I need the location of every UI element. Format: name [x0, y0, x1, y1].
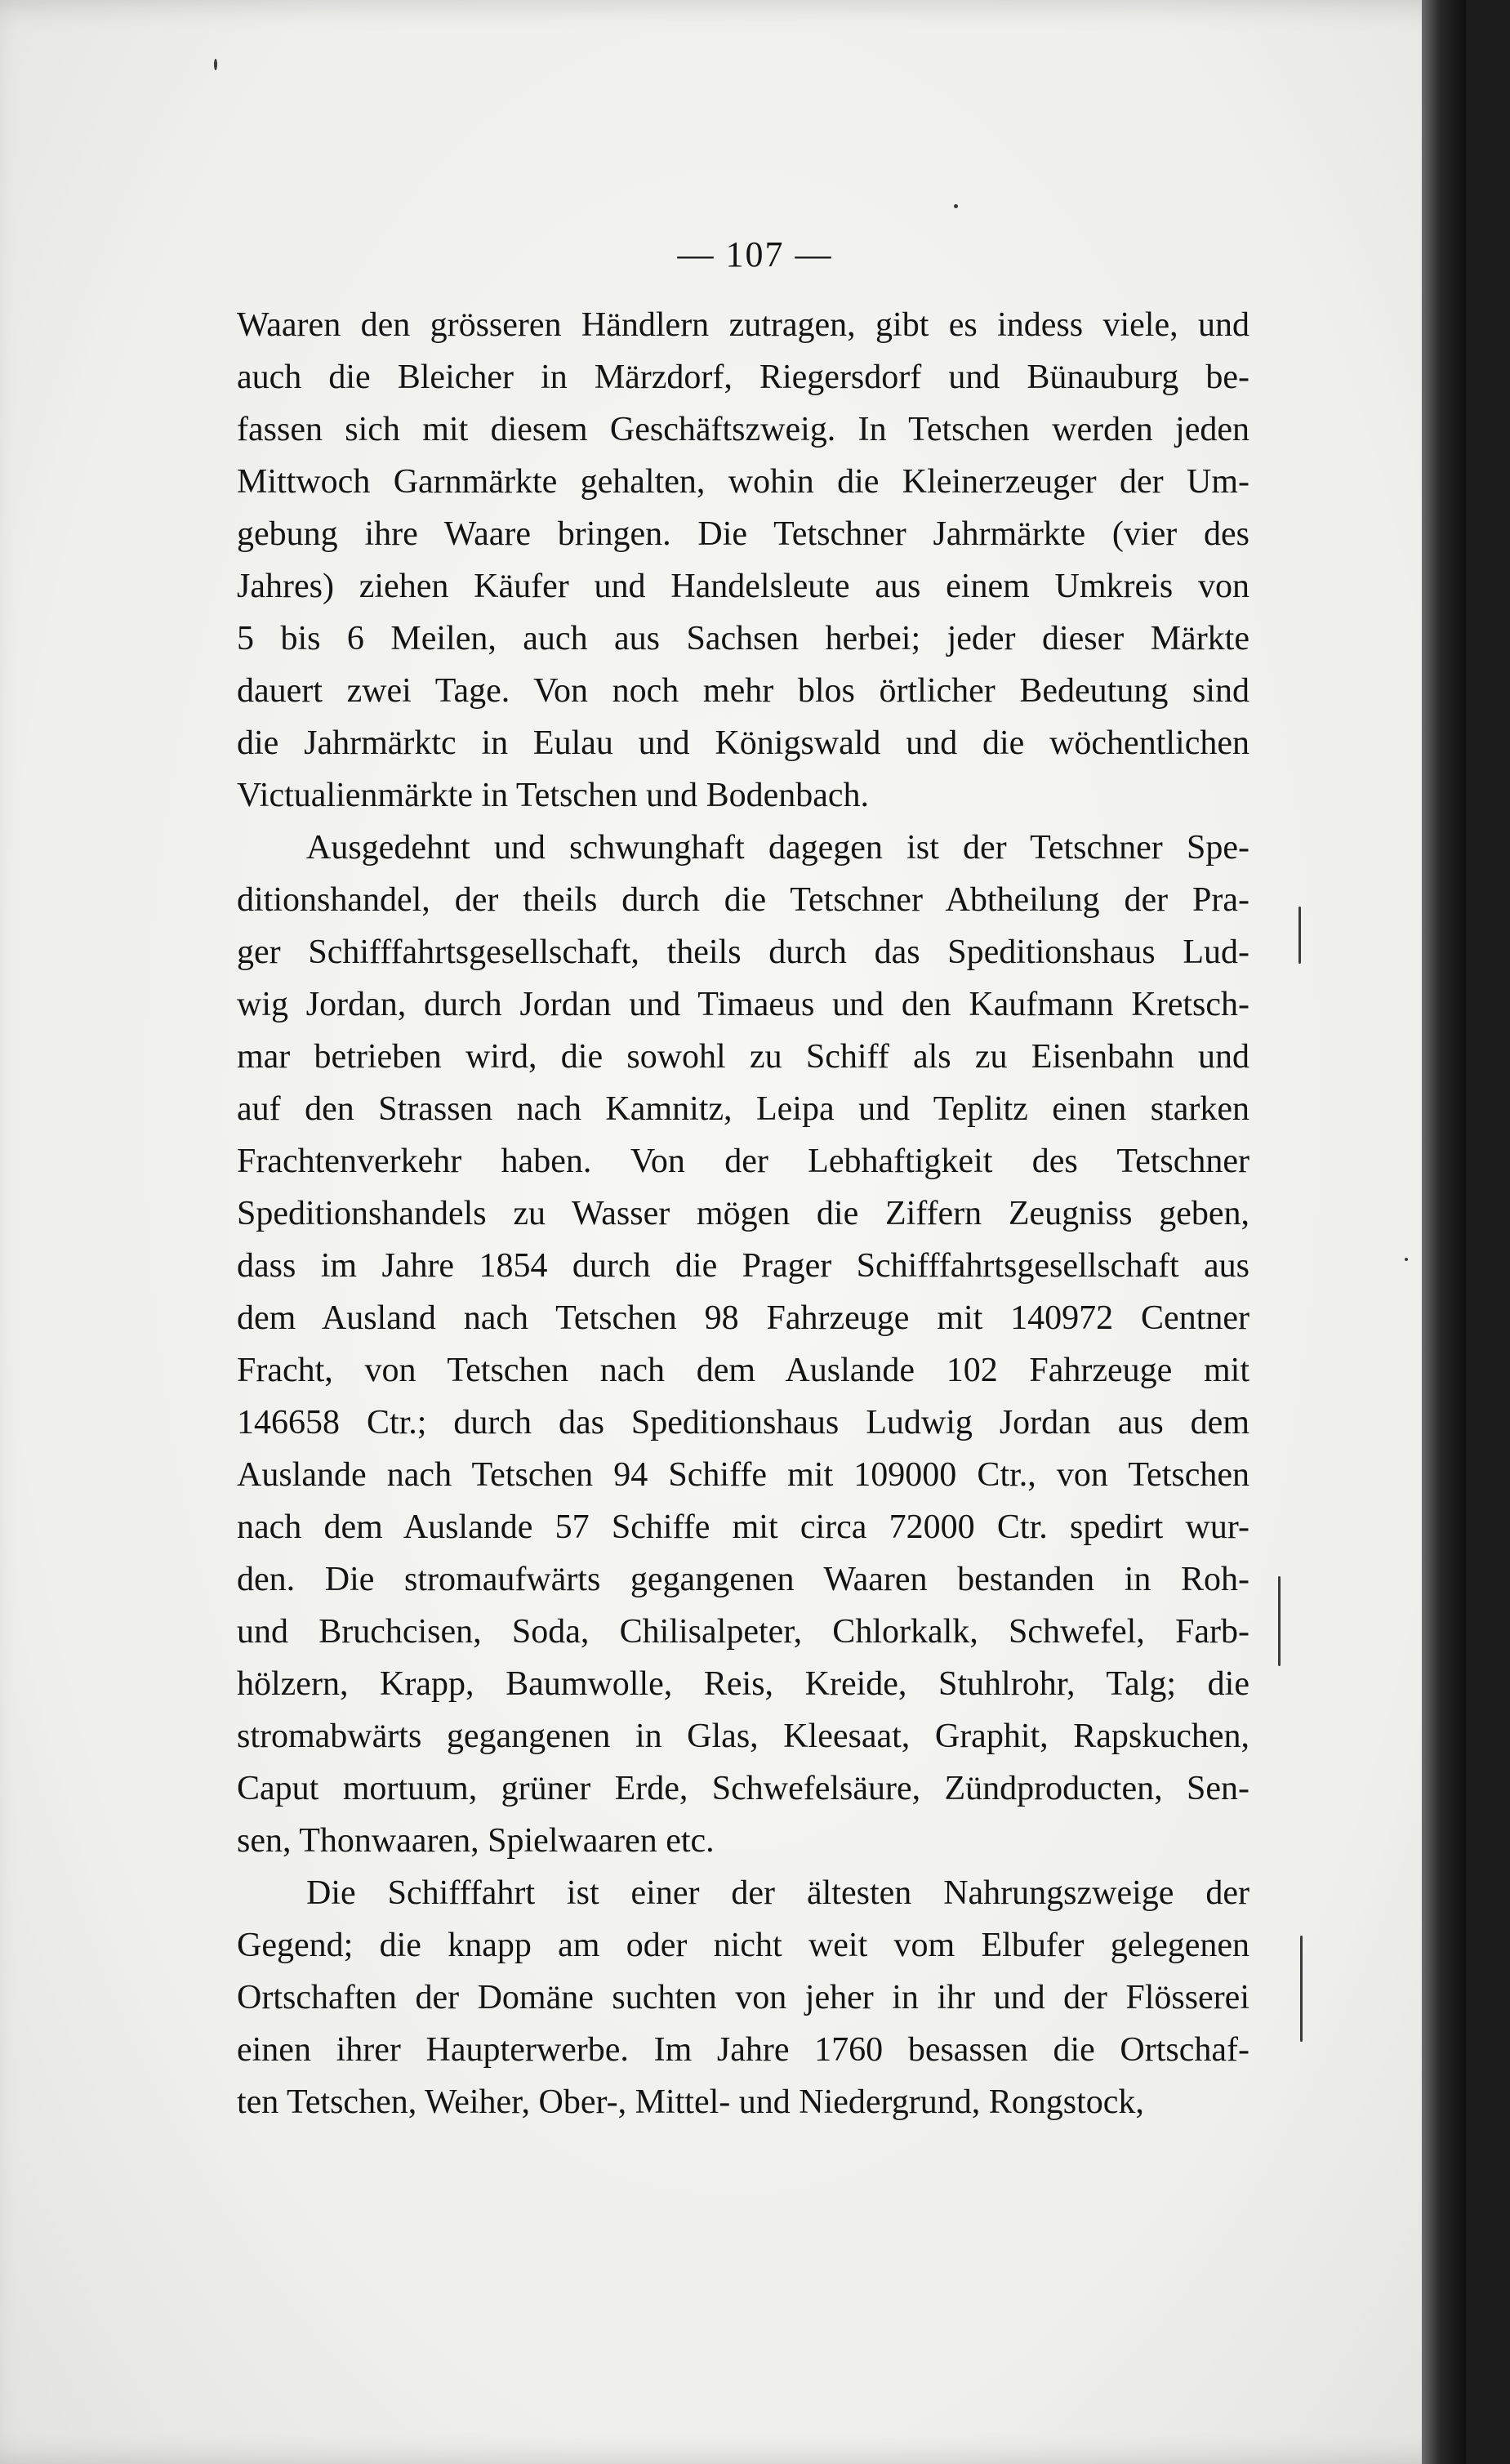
ink-speck [954, 204, 958, 208]
text-line: sen, Thonwaaren, Spielwaaren etc. [237, 1822, 715, 1860]
ink-speck [1278, 1576, 1281, 1666]
text-line: Fracht, von Tetschen nach dem Auslande 102 Fahrzeuge mit [237, 1352, 1249, 1389]
text-line: wig Jordan, durch Jordan und Timaeus und den Kaufmann Kretsch- [237, 986, 1249, 1023]
text-line: Speditionshandels zu Wasser mögen die Ziffern Zeugniss geben, [237, 1195, 1249, 1232]
text-line: dass im Jahre 1854 durch die Prager Schifffahrtsgesellschaft aus [237, 1247, 1249, 1285]
ink-speck [1405, 1258, 1408, 1261]
text-line: ger Schifffahrtsgesellschaft, theils durch das Speditionshaus Lud- [237, 933, 1249, 971]
text-line: die Jahrmärktc in Eulau und Königswald und die wöchentlichen [237, 724, 1249, 762]
text-line: Auslande nach Tetschen 94 Schiffe mit 109000 Ctr., von Tetschen [237, 1456, 1249, 1494]
text-line: nach dem Auslande 57 Schiffe mit circa 72000 Ctr. spedirt wur- [237, 1508, 1249, 1546]
text-line: gebung ihre Waare bringen. Die Tetschner Jahrmärkte (vier des [237, 515, 1249, 553]
page-number: — 107 — [677, 234, 833, 274]
text-line: einen ihrer Haupterwerbe. Im Jahre 1760 besassen die Ortschaf- [237, 2031, 1249, 2069]
ink-speck [1300, 1936, 1303, 2042]
page-edge-shadow [1422, 0, 1466, 2464]
text-line: Gegend; die knapp am oder nicht weit vom Elbufer gelegenen [237, 1927, 1249, 1964]
text-line: Waaren den grösseren Händlern zutragen, gibt es indess viele, und [237, 306, 1249, 344]
text-line: Ausgedehnt und schwunghaft dagegen ist der Tetschner Spe- [306, 829, 1249, 867]
text-line: Caput mortuum, grüner Erde, Schwefelsäure, Zündproducten, Sen- [237, 1770, 1249, 1807]
text-line: stromabwärts gegangenen in Glas, Kleesaat, Graphit, Rapskuchen, [237, 1718, 1249, 1755]
text-line: dauert zwei Tage. Von noch mehr blos örtlicher Bedeutung sind [237, 672, 1249, 710]
text-line: Victualienmärkte in Tetschen und Bodenbach. [237, 777, 870, 814]
text-line: Die Schifffahrt ist einer der ältesten Nahrungszweige der [306, 1874, 1249, 1912]
text-line: Jahres) ziehen Käufer und Handelsleute aus einem Umkreis von [237, 568, 1249, 605]
text-line: den. Die stromaufwärts gegangenen Waaren bestanden in Roh- [237, 1561, 1249, 1598]
text-line: Mittwoch Garnmärkte gehalten, wohin die Kleinerzeuger der Um- [237, 463, 1249, 501]
text-line: Frachtenverkehr haben. Von der Lebhaftigkeit des Tetschner [237, 1143, 1249, 1180]
paragraph-1 [237, 299, 1249, 822]
text-line: 5 bis 6 Meilen, auch aus Sachsen herbei; jeder dieser Märkte [237, 620, 1249, 657]
text-line: auf den Strassen nach Kamnitz, Leipa und Teplitz einen starken [237, 1090, 1249, 1128]
text-line: hölzern, Krapp, Baumwolle, Reis, Kreide, Stuhlrohr, Talg; die [237, 1665, 1249, 1703]
text-line: 146658 Ctr.; durch das Speditionshaus Ludwig Jordan aus dem [237, 1404, 1249, 1441]
text-line: fassen sich mit diesem Geschäftszweig. In Tetschen werden jeden [237, 411, 1249, 448]
ink-speck [1298, 907, 1301, 964]
body-text [237, 299, 1249, 2128]
ink-speck [214, 59, 217, 70]
paragraph-3 [237, 1867, 1249, 2128]
text-line: ditionshandel, der theils durch die Tetschner Abtheilung der Pra- [237, 881, 1249, 919]
text-line: ten Tetschen, Weiher, Ober-, Mittel- und Niedergrund, Rongstock, [237, 2083, 1144, 2121]
text-line: auch die Bleicher in Märzdorf, Riegersdorf und Bünauburg be- [237, 359, 1249, 396]
paragraph-2 [237, 822, 1249, 1867]
text-line: und Bruchcisen, Soda, Chilisalpeter, Chlorkalk, Schwefel, Farb- [237, 1613, 1249, 1651]
text-line: mar betrieben wird, die sowohl zu Schiff als zu Eisenbahn und [237, 1038, 1249, 1076]
text-line: dem Ausland nach Tetschen 98 Fahrzeuge mit 140972 Centner [237, 1299, 1249, 1337]
text-line: Ortschaften der Domäne suchten von jeher in ihr und der Flösserei [237, 1979, 1249, 2016]
